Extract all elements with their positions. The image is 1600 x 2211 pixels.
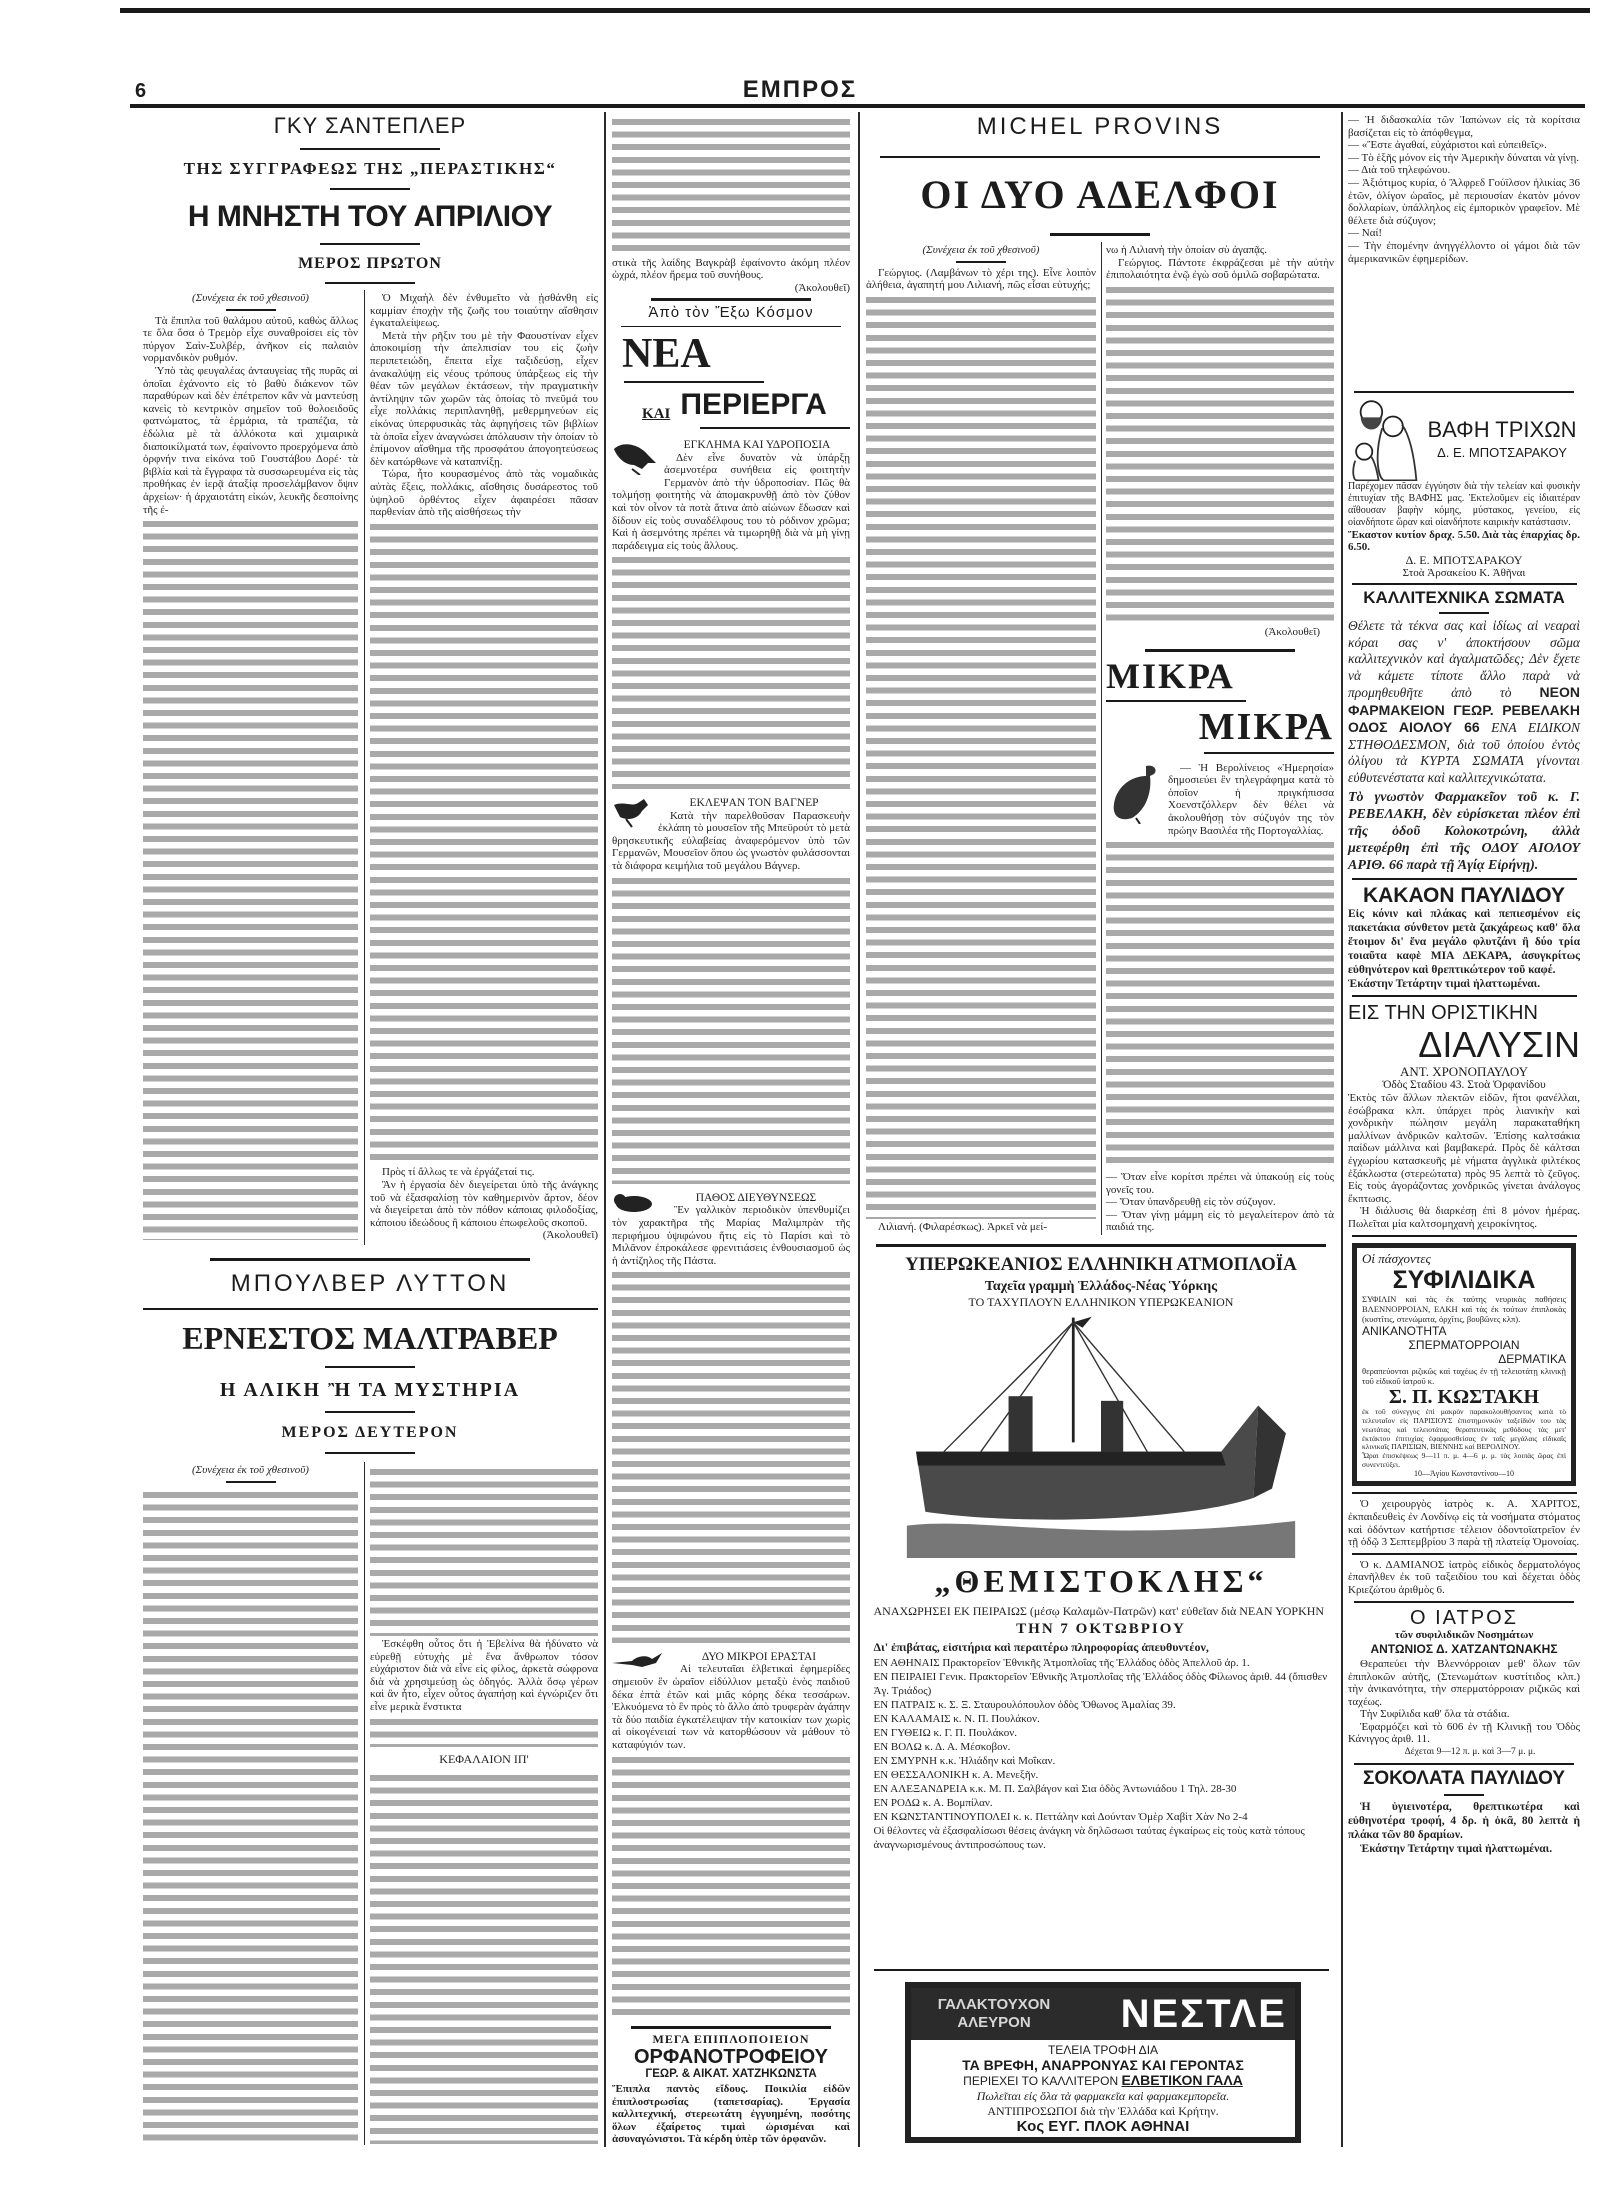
illegible-text-block bbox=[612, 116, 850, 255]
continued-note: (Συνέχεια ἐκ τοῦ χθεσινοῦ) bbox=[192, 292, 309, 304]
divider bbox=[210, 1258, 530, 1261]
list-item: — Ὅταν ὑπανδρευθῇ εἰς τὸν σύζυγον. bbox=[1106, 1196, 1276, 1209]
news-item bbox=[1106, 762, 1334, 838]
ad-paragraph: Τὴν Συφίλιδα καθ' ὅλα τὰ στάδια. bbox=[1360, 1708, 1510, 1721]
bird-icon bbox=[612, 439, 658, 475]
ad-note: Ἑκάστην Τετάρτην τιμαὶ ἠλαττωμέναι. bbox=[1360, 1842, 1553, 1855]
ad-line: ΑΝΤΙΠΡΟΣΩΠΟΙ διὰ τὴν Ἑλλάδα καὶ Κρήτην. bbox=[987, 2104, 1219, 2118]
continued-note: (Συνέχεια ἐκ τοῦ χθεσινοῦ) bbox=[192, 1464, 309, 1476]
dialogue-line: νω ἡ Λιλιανὴ τὴν ὁποίαν σὺ ἀγαπᾷς. bbox=[1106, 244, 1268, 256]
ad-title: ΣΟΚΟΛΑΤΑ ΠΑΥΛΙΔΟΥ bbox=[1363, 1767, 1565, 1789]
masthead-rule bbox=[130, 104, 1585, 108]
hair-dye-ad-header bbox=[1348, 397, 1580, 481]
ad-text bbox=[1348, 618, 1580, 786]
ad-text: Ἡ διάλυσις θὰ διαρκέσῃ ἐπὶ 8 μόνον ἡμέρας. Πωλεῖται μία καλτσομηχανὴ χειροκίνητος. bbox=[1348, 1205, 1580, 1231]
ad-text bbox=[1348, 1658, 1580, 1759]
divider bbox=[1354, 1601, 1574, 1603]
follows-note: (Ἀκολουθεῖ) bbox=[794, 281, 850, 294]
headline-text: Η ΜΝΗΣΤΗ ΤΟΥ ΑΠΡΙΛΙΟΥ bbox=[187, 200, 553, 233]
story-author: MICHEL PROVINS bbox=[976, 113, 1224, 140]
ad-address: 10—Ἁγίου Κωνσταντίνου—10 bbox=[1413, 1468, 1515, 1478]
ad-price: Ἕκαστον κυτίον δραχ. 5.50. Διὰ τὰς ἐπαρχίας δρ. 6.50. bbox=[1348, 528, 1580, 554]
quote-list bbox=[1106, 1171, 1334, 1234]
ad-title: ΚΑΛΛΙΤΕΧΝΙΚΑ ΣΩΜΑΤΑ bbox=[1363, 588, 1565, 608]
ad-line: ΠΕΡΙΕΧΕΙ ΤΟ ΚΑΛΛΙΤΕΡΟΝ bbox=[963, 2074, 1119, 2088]
ad-title: ΚΑΚΑΟΝ ΠΑΥΛΙΔΟΥ bbox=[1362, 884, 1566, 908]
story-ending bbox=[370, 1166, 598, 1242]
divider bbox=[1352, 1492, 1577, 1494]
agent-line: ΕΝ ΒΟΛΩ κ. Δ. Α. Μέσκοβον. bbox=[873, 1741, 1011, 1754]
paragraph: Ἐσκέφθη οὗτος ὅτι ἡ Ἐβελίνα θὰ ἠδύνατο νὰ εὑρεθῇ εὐτυχὴς μὲ ἕνα ἄνθρωπον τόσον εὐχάριστον διὰ νὰ εἶνε εἰς φίλος, ἀρκετὰ σώφρονα διὰ νὰ χρησιμεύσῃ ὡς ὁδηγός. Ἀλλὰ ὅσῳ γέρων καὶ ἂν ἦτο, εἶχεν οὗτος ἀγαπήσῃ καὶ ἐγνώριζεν ὅτι εἶνε μερικὰ ἔνστικτα bbox=[370, 1638, 598, 1713]
section-label: Ἀπὸ τὸν Ἔξω Κόσμον bbox=[648, 304, 814, 322]
divider bbox=[1352, 995, 1577, 997]
departure-text: ΑΝΑΧΩΡΗΣΕΙ ΕΚ ΠΕΙΡΑΙΩΣ (μέσῳ Καλαμῶν-Πατρῶν) κατ' εὐθεῖαν διὰ ΝΕΑΝ ΥΟΡΚΗΝ bbox=[873, 1603, 1325, 1618]
ad-line: Κος ΕΥΓ. ΠΛΟΚ ΑΘΗΝΑΙ bbox=[1016, 2118, 1190, 2135]
ad-title: ΥΠΕΡΩΚΕΑΝΙΟΣ ΕΛΛΗΝΙΚΗ ΑΤΜΟΠΛΟΪΑ bbox=[905, 1254, 1297, 1275]
closing-note: Οἱ θέλοντες νὰ ἐξασφαλίσωσι θέσεις ἀνάγκη νὰ δηλῶσωσι ταύτας ἐγκαίρως εἰς τοὺς κατὰ τόπους ἀναγνωρισμένους ἀντιπροσώπους των. bbox=[873, 1825, 1305, 1852]
section-title-nea: ΝΕΑ bbox=[622, 330, 711, 377]
divider bbox=[1352, 1553, 1577, 1555]
divider bbox=[624, 381, 764, 383]
news-heading: ΕΚΛΕΨΑΝ ΤΟΝ ΒΑΓΝΕΡ bbox=[689, 796, 819, 809]
top-border-rule bbox=[120, 8, 1590, 13]
illegible-text-block bbox=[370, 1466, 598, 1636]
ad-signature: Δ. Ε. ΜΠΟΤΣΑΡΑΚΟΥ bbox=[1405, 553, 1523, 568]
vulture-icon bbox=[1106, 762, 1162, 824]
agent-line: ΕΝ ΚΩΝΣΤΑΝΤΙΝΟΥΠΟΛΕΙ κ. κ. Πεττάλην καὶ Δούνταν Ὀμὲρ Χαβὶτ Χὰν Νο 2-4 bbox=[873, 1811, 1248, 1824]
ad-tagline: ΤΟ ΤΑΧΥΠΛΟΥΝ ΕΛΛΗΝΙΚΟΝ ΥΠΕΡΩΚΕΑΝΙΟΝ bbox=[968, 1295, 1234, 1310]
follows-note: (Ἀκολουθεῖ) bbox=[542, 1229, 598, 1242]
ad-subtitle: Ταχεῖα γραμμὴ Ἑλλάδος-Νέας Ὑόρκης bbox=[984, 1278, 1218, 1294]
ad-title: ΟΡΦΑΝΟΤΡΟΦΕΙΟΥ bbox=[634, 2046, 828, 2069]
story-author: ΓΚΥ ΣΑΝΤΕΠΛΕΡ bbox=[273, 113, 467, 138]
list-item: — Ὅταν γίνῃ μάμμη εἰς τὸ μεγαλείτερον ἀπὸ τὰ παιδιά της. bbox=[1106, 1208, 1334, 1234]
agent-line: ΕΝ ΣΜΥΡΝΗ κ.κ. Ἠλιάδην καὶ Μοΐκαν. bbox=[873, 1755, 1056, 1768]
divider bbox=[325, 282, 415, 284]
story-part: ΜΕΡΟΣ ΠΡΩΤΟΝ bbox=[298, 254, 442, 272]
dialogue-line: Λιλιανή. (Φιλαρέσκως). Ἀρκεῖ νὰ μεί- bbox=[878, 1221, 1048, 1234]
nestle-ad bbox=[905, 1982, 1301, 2143]
info-text: Δι' ἐπιβάτας, εἰσιτήρια καὶ περαιτέρω πληροφορίας ἀπευθυντέον, bbox=[873, 1640, 1209, 1655]
paragraph: Τὰ ἔπιπλα τοῦ θαλάμου αὐτοῦ, καθὼς ἄλλως τε ὅλα ὅσα ὁ Τρεμὸρ εἶχε συναθροίσει εἰς τὸν πύργον Σαὶν-Συλβέρ, ἀνῆκον εἰς παλαιὸν νορμανδικὸν ρυθμόν. bbox=[143, 314, 358, 365]
ad-text-body: ΕΝΑ ΕΙΔΙΚΟΝ ΣΤΗΘΟΔΕΣΜΟΝ, διὰ τοῦ ὁποίου ἐντὸς ὀλίγου τὰ ΚΥΡΤΑ ΣΩΜΑΤΑ γίνονται εὐθυτενέστατα καὶ καλλιτεχνικώτατα. bbox=[1348, 720, 1581, 785]
pharmacy-name: ΝΕΟΝ ΦΑΡΜΑΚΕΙΟΝ ΓΕΩΡ. ΡΕΒΕΛΑΚΗ ΟΔΟΣ ΑΙΟΛΟΥ 66 bbox=[1348, 684, 1580, 736]
paragraph: Τώρα, ἦτο κουρασμένος ἀπὸ τὰς νομαδικὰς αὐτὰς ἕξεις, πολλάκις, αἴσθησις δυσάρεστος τοῦ ὑψηλοῦ ὀρθέντος εἶχεν ἀφαιρέσει πᾶσαν παρθενίαν ἀπὸ τῆς αἰσθήσεως τὴν bbox=[370, 468, 598, 519]
ad-text-intro: Θέλετε τὰ τέκνα σας καὶ ἰδίως αἱ νεαραὶ κόραι σας ν' ἀποκτήσουν σῶμα καλλιτεχνικὸν καὶ ἀγαλματῶδες; Δὲν ἔχετε νὰ κάμετε τίποτε ἄλλο παρὰ νὰ προμηθευθῆτε ἀπὸ τὸ bbox=[1348, 618, 1580, 701]
steamship-ad bbox=[866, 1240, 1336, 1975]
ad-owner: ΑΝΤ. ΧΡΟΝΟΠΑΥΛΟΥ bbox=[1399, 1064, 1529, 1080]
ad-title: Ο ΙΑΤΡΟΣ bbox=[1409, 1606, 1518, 1629]
story-text bbox=[143, 315, 358, 517]
news-text: Δὲν εἶνε δυνατὸν νὰ ὑπάρξῃ ἀσεμνοτέρα συνήθεια εἰς φοιτητὴν Γερμανὸν ἀπὸ τὴν ὑδροποσίαν. Πῶς θὰ τολμήσῃ φοιτητὴς νὰ ἀπομακρυνθῇ ἀπὸ τὸν ζύθον καὶ τὸν οἶνον τὰ ποτὰ ἅτινα ἀπὸ αἰώνων ἔδωσαν καὶ δίδουν εἰς τοὺς συναδέλφους του τὸ ρόδινον χρῶμα; Καὶ ἡ ἀσεμνότης πρέπει νὰ τιμωρηθῇ διὰ νὰ μὴ γίνῃ παράδειγμα εἰς τοὺς ἄλλους. bbox=[612, 451, 850, 552]
news-item bbox=[612, 797, 850, 873]
lizard-icon bbox=[612, 1651, 662, 1671]
page-number: 6 bbox=[135, 80, 147, 102]
news-heading: ΠΑΘΟΣ ΔΙΕΥΘΥΝΣΕΩΣ bbox=[695, 1191, 817, 1204]
illegible-text-block bbox=[1106, 284, 1334, 624]
column-divider bbox=[364, 290, 365, 1245]
doctor-name: Σ. Π. ΚΩΣΤΑΚΗ bbox=[1388, 1386, 1540, 1409]
column-divider bbox=[1341, 112, 1343, 2147]
ad-address: Ὁδὸς Σταδίου 43. Στοὰ Ὀρφανίδου bbox=[1382, 1079, 1546, 1092]
ad-text: Εἰς κόνιν καὶ πλάκας καὶ πεπιεσμένον εἰς πακετάκια σύνθετον μετὰ ζακχάρεως καθ' ὅλα ἕτοιμον δι' ἕνα μεγάλο φλυτζάνι ἢ δύο τρία τοιαῦτα καφὲ ΜΙΑ ΔΕΚΑΡΑ, ἀσυγκρίτως εὐθηνότερον καὶ θρεπτικώτερον τοῦ καφέ. bbox=[1348, 908, 1580, 977]
agent-line: ΕΝ ΓΥΘΕΙΩ κ. Γ. Π. Πουλάκον. bbox=[873, 1727, 1018, 1740]
news-heading: ΕΓΚΛΗΜΑ ΚΑΙ ΥΔΡΟΠΟΣΙΑ bbox=[683, 438, 831, 451]
story-column-1b bbox=[143, 1464, 358, 2146]
ad-text-block bbox=[911, 2040, 1295, 2137]
ad-line: ΤΕΛΕΙΑ ΤΡΟΦΗ ΔΙΑ bbox=[1047, 2043, 1159, 2057]
ad-line: Πωλεῖται εἰς ὅλα τὰ φαρμακεῖα καὶ φαρμακεμπορεῖα. bbox=[976, 2089, 1230, 2103]
crow-icon bbox=[612, 797, 652, 829]
divider bbox=[1352, 583, 1577, 585]
divider bbox=[1354, 1763, 1574, 1765]
family-portrait-illustration bbox=[1348, 397, 1420, 481]
divider bbox=[1352, 878, 1577, 880]
section-title: ΜΙΚΡΑ bbox=[1198, 705, 1334, 748]
list-item: — Τὸ ἑξῆς μόνον εἰς τὴν Ἀμερικὴν δύναται νὰ γίνῃ. bbox=[1348, 151, 1580, 164]
surgeon-notice: Ὁ χειρουργὸς ἰατρὸς κ. Α. ΧΑΡΙΤΟΣ, ἐκπαιδευθεὶς ἐν Λονδίνῳ εἰς τὰ νοσήματα στόματος καὶ ὀδόντων κατήρτισε τέλειον ὀδοντοϊατρεῖον ἐν τῇ ὁδῷ 3 Σεπτεμβρίου 3 παρὰ τῇ πλατείᾳ Ὁμονοίας. bbox=[1348, 1498, 1580, 1549]
divider bbox=[621, 326, 841, 327]
divider bbox=[700, 427, 850, 429]
story-continuation: στικὰ τῆς λαίδης Βαγκρὰβ ἐφαίνοντο ἀκόμη πλέον ὠχρά, πλέον ἤρεμα τοῦ συνήθους. bbox=[612, 256, 850, 282]
ad-title: ΕΙΣ ΤΗΝ ΟΡΙΣΤΙΚΗΝ bbox=[1348, 1002, 1538, 1025]
illegible-text-block bbox=[1106, 839, 1334, 1169]
syphilis-ad bbox=[1352, 1243, 1576, 1487]
serial-story-mnisti-header bbox=[140, 114, 600, 288]
section-title-row bbox=[612, 387, 850, 423]
ad-text: Ἐκτὸς τῶν ἄλλων πλεκτῶν εἰδῶν, ἤτοι φανέλλαι, ἐσώβρακα κλπ. ὑπάρχει πρὸς λιανικὴν καὶ χονδρικὴν πώλησιν μεγάλη παρακαταθήκη μαλλίνων ἀνδρικῶν καλτσῶν. Ἐπίσης καλτσάκια παίδων μάλλινα καὶ βαμβακερά. Πρὸς δὲ κάλτσαι ἐγχωρίου κατασκευῆς μὲ νήματα ἀγγλικὰ φιλτέκος ἐξάκλωστα (στερεώτατα) πρὸς 95 λεπτὰ τὸ ζεῦγος. Εἰς τοὺς ἀγοράζοντας χονδρικῶς γίνεται ἀνάλογος ἔκπτωσις. bbox=[1348, 1092, 1580, 1205]
ad-title: ΒΑΦΗ ΤΡΙΧΩΝ bbox=[1427, 416, 1577, 442]
list-item: — Τὴν ἐπομένην ἀνηγγέλλοντο οἱ γάμοι διὰ τῶν ἀμερικανικῶν ἐφημερίδων. bbox=[1348, 239, 1580, 265]
ad-line: ΔΕΡΜΑΤΙΚΑ bbox=[1498, 1352, 1566, 1367]
ad-line-emphasis: ΕΛΒΕΤΙΚΟΝ ΓΑΛΑ bbox=[1121, 2072, 1243, 2088]
ad-title: ΣΥΦΙΛΙΔΙΚΑ bbox=[1392, 1265, 1536, 1294]
ad-paragraph: Θεραπεύει τὴν Βλεννόρροιαν μεθ' ὅλων τῶν ἐπιπλοκῶν αὐτῆς, (Στενωμάτων κυστίτιδος κλπ.) τὴν ἀνικανότητα, τὴν σπερματόρροιαν ριζικῶς καὶ ταχέως. bbox=[1348, 1657, 1580, 1708]
story-subtitle: Η ΑΛΙΚΗ Ἢ ΤΑ ΜΥΣΤΗΡΙΑ bbox=[219, 1378, 521, 1401]
ad-owners: ΓΕΩΡ. & ΑΙΚΑΤ. ΧΑΤΖΗΚΩΝΣΤΑ bbox=[645, 2068, 817, 2081]
news-column bbox=[612, 114, 850, 2146]
divider bbox=[1444, 1794, 1484, 1796]
anecdote-list bbox=[1348, 114, 1580, 265]
damianos-notice: Ὁ κ. ΔΑΜΙΑΝΟΣ ἰατρὸς εἰδικὸς δερματολόγος ἐπανῆλθεν ἐκ τοῦ ταξειδίου του καὶ δέχεται ὁδὸς Κριεζώτου ἀριθμὸς 6. bbox=[1348, 1558, 1580, 1597]
ad-line: ΣΠΕΡΜΑΤΟΡΡΟΙΑΝ bbox=[1408, 1338, 1520, 1353]
illegible-text-block bbox=[143, 1489, 358, 2144]
divider bbox=[226, 309, 276, 311]
ad-note: Ἑκάστην Τετάρτην τιμαὶ ἠλαττωμέναι. bbox=[1348, 978, 1541, 991]
ad-line: ΤΑ ΒΡΕΦΗ, ΑΝΑΡΡΟΝΥΑΣ ΚΑΙ ΓΕΡΟΝΤΑΣ bbox=[962, 2057, 1244, 2073]
story-part: ΜΕΡΟΣ ΔΕΥΤΕΡΟΝ bbox=[281, 1423, 459, 1441]
news-text: Ἓν γαλλικὸν περιοδικὸν ὑπενθυμίζει τὸν χαρακτῆρα τῆς Μαρίας Μαλιμπρὰν τῆς περιφήμου ὑψιφώνου ἥτις εἰς τὸ Παρίσι καὶ τὸ Μιλᾶνον ἐπροκάλεσε φρενιτιάσεις ἐνθουσιασμοῦ ὡς ἡ ἀντίζηλος τῆς Πάστα. bbox=[612, 1204, 850, 1267]
divider bbox=[300, 148, 440, 150]
illegible-text-block bbox=[143, 518, 358, 1240]
ad-line: ΑΝΙΚΑΝΟΤΗΤΑ bbox=[1362, 1324, 1447, 1339]
news-item bbox=[612, 439, 850, 552]
news-text: Κατὰ τὴν παρελθοῦσαν Παρασκευὴν ἐκλάπη τὸ μουσεῖον τῆς Μπεϋρούτ τὸ μετὰ θρησκευτικῆς εὐλαβείας ἀναφερόμενον ὑπὸ τῶν Γερμανῶν, Μουσεῖον ὅπου ὡς γνωστὸν φυλάσσονται τὰ διάφορα κειμήλια τοῦ μεγάλου Βάγνερ. bbox=[612, 809, 850, 872]
illegible-text-block bbox=[866, 294, 1096, 1220]
agents-list bbox=[874, 1656, 1329, 1852]
divider bbox=[1354, 391, 1574, 393]
agent-line: ΕΝ ΘΕΣΣΑΛΟΝΙΚΗ κ. Α. Μενεξῆν. bbox=[873, 1769, 1039, 1782]
story-column-1 bbox=[143, 292, 358, 1242]
ship-name: „ΘΕΜΙΣΤΟΚΛΗΣ“ bbox=[934, 1563, 1268, 1600]
agent-line: ΕΝ ΡΟΔΩ κ. Α. Βομπίλαν. bbox=[873, 1797, 993, 1810]
divider bbox=[1352, 1235, 1577, 1237]
paragraph: Ὁ Μιχαὴλ δὲν ἐνθυμεῖτο νὰ ᾐσθάνθη εἰς καμμίαν ἐποχὴν τῆς ζωῆς του τοιαύτην αἴσθησιν ἐγκαταλείψεως. bbox=[370, 292, 598, 330]
news-text: Αἱ τελευταῖαι ἑλβετικαὶ ἐφημερίδες σημειοῦν ἓν ὡραῖον εἰδύλλιον μεταξὺ ἑνὸς παιδιοῦ δέκα ἑπτὰ ἐτῶν καὶ μιᾶς κόρης δέκα τεσσάρων. Ἑλκυόμενα τὸ ἓν πρὸς τὸ ἄλλο ἀπὸ τρυφερὰν ἀγάπην τὰ δύο παιδία ἐγκατέλειψαν τὴν κατοικίαν των χωρὶς αἱ οἰκογένειαί των νὰ κατορθώσουν νὰ μάθουν τὸ καταφύγιόν των. bbox=[612, 1663, 850, 1751]
list-item: — «Ἔστε ἀγαθαί, εὐχάριστοι καὶ εὐπειθεῖς». bbox=[1348, 139, 1547, 152]
divider bbox=[1145, 649, 1295, 652]
illegible-text-block bbox=[612, 875, 850, 1184]
hair-dye-titles bbox=[1424, 418, 1580, 460]
news-text: — Ἡ Βερολίνειος «Ἡμερησία» δημοσιεύει ἓν τηλεγράφημα κατὰ τὸ ὁποῖον ἡ πριγκήπισσα Χοενστζόλλερν δὲν θέλει νὰ ἀκολουθήσῃ τὸν σύζυγόν της τὸν πρώην Βασιλέα τῆς Πορτογαλλίας. bbox=[1168, 761, 1334, 837]
ad-header-band bbox=[911, 1988, 1295, 2040]
ad-notice: Τὸ γνωστὸν Φαρμακεῖον τοῦ κ. Γ. ΡΕΒΕΛΑΚΗ, δὲν εὑρίσκεται πλέον ἐπὶ τῆς ὁδοῦ Κολοκοτρώνη, ἀλλὰ μετεφέρθη ἐπὶ τῆς ΟΔΟΥ ΑΙΟΛΟΥ ΑΡΙΘ. 66 παρὰ τῇ Ἁγίᾳ Εἰρήνῃ). bbox=[1348, 790, 1580, 874]
ad-brand: ΝΕΣΤΛΕ bbox=[1120, 1992, 1287, 2036]
serial-story-maltravers-header bbox=[140, 1254, 600, 1458]
agent-line: ΕΝ ΠΑΤΡΑΙΣ κ. Σ. Ξ. Σταυρουλόπουλον ὁδὸς Ὄθωνος Ἀμαλίας 39. bbox=[873, 1699, 1176, 1712]
ad-label: ΜΕΓΑ ΕΠΙΠΛΟΠΟΙΕΙΟΝ bbox=[652, 2032, 810, 2047]
column-divider bbox=[1101, 242, 1102, 1235]
story-author: ΜΠΟΥΛΒΕΡ ΛΥΤΤΟΝ bbox=[230, 1270, 510, 1298]
column-divider bbox=[858, 112, 860, 2147]
paragraph: Πρὸς τί ἄλλως τε νὰ ἐργάζεταί τις. bbox=[382, 1166, 535, 1179]
headline-text: ΕΡΝΕΣΤΟΣ ΜΑΛΤΡΑΒΕΡ bbox=[182, 1319, 558, 1356]
list-item: — Ἡ διδασκαλία τῶν Ἰαπώνων εἰς τὰ κορίτσια βασίζεται εἰς τὸ ἀπόφθεγμα, bbox=[1348, 114, 1580, 139]
story-column-2 bbox=[370, 292, 598, 1242]
dialogue-text bbox=[1106, 244, 1334, 282]
ad-subtitle: τῶν συφιλιδικῶν Νοσημάτων bbox=[1394, 1628, 1534, 1641]
dialogue-text bbox=[866, 1221, 1096, 1234]
divider bbox=[325, 1366, 415, 1368]
paragraph: Μετὰ τὴν ρῆξιν του μὲ τὴν Φαουστίναν εἶχεν ἀποκοιμίσῃ τὴν ἀπελπισίαν του εἰς ζωὴν περιπετειώδη, ἔπειτα εἶχε ταξιδεύσῃ, εἶχεν ἀνακαλύψῃ εἰς νέους τρόπους ὑπάρξεως εἰς τὴν θέαν τῶν μεγάλων ἐκτάσεων, τὴν πραγματικὴν ἀντίληψιν τῶν χωρῶν τὰς ὁποίας τὸ πνεῦμά του εἶχε πολλάκις περιπλανηθῇ, μεθερμηνεύων εἰς εἰκόνας ὑπερφυσικὰς τὰς ἀφηγήσεις τῶν βιβλίων τὰ ὁποῖα εἶχεν ἀναγνώσει ἀπόλαυσιν τὴν ὁποίαν τὸ ἐπίμονον αἴσθημα τῆς προσφάτου ἀπογοητεύσεως δὲν κατώρθωνε νὰ καταπνίξῃ. bbox=[370, 329, 598, 468]
story-column-2b bbox=[370, 1464, 598, 2146]
agent-line: ΕΝ ΠΕΙΡΑΙΕΙ Γενικ. Πρακτορεῖον Ἐθνικῆς Ἀτμοπλοΐας τῆς Ἑλλάδος ὁδὸς Φίλωνος ἀριθ. 44 (ὄπισθεν Ἁγ. Τριάδος) bbox=[873, 1671, 1328, 1698]
animal-icon bbox=[612, 1192, 656, 1214]
ad-text: ΣΥΦΙΛΙΝ καὶ τὰς ἐκ ταύτης νευρικὰς παθήσεις ΒΛΕΝΝΟΡΡΟΙΑΝ, ΕΛΚΗ καὶ τὰς ἐκ τούτων ἐπιπλοκὰς (κυστῖτις, στενώματα, ὀρχῖτις, βουβῶνες κλπ). bbox=[1362, 1294, 1566, 1325]
ad-text: θεραπεύονται ριζικῶς καὶ ταχέως ἐν τῇ τελειοτάτῃ κλινικῇ τοῦ εἰδικοῦ ἰατροῦ κ. bbox=[1362, 1366, 1566, 1387]
divider bbox=[631, 2026, 831, 2029]
divider bbox=[876, 1244, 1326, 1247]
story-text bbox=[370, 292, 598, 519]
illegible-text-block bbox=[612, 1754, 850, 2021]
dialogue-line: Γεώργιος. Πάντοτε ἐκφράζεσαι μὲ τὴν αὐτὴν ἐπιπολαιότητα ἐνῷ ἐγὼ σοῦ ὁμιλῶ σοβαρώτατα. bbox=[1106, 256, 1334, 282]
serial-story-adelfoi-col5-mikra bbox=[1106, 244, 1334, 1234]
serial-story-adelfoi-header bbox=[865, 114, 1335, 240]
column-divider bbox=[364, 1462, 365, 2145]
steamship-illustration bbox=[891, 1313, 1311, 1558]
agent-line: ΕΝ ΑΘΗΝΑΙΣ Πρακτορεῖον Ἐθνικῆς Ἀτμοπλοΐας τῆς Ἑλλάδος ὁδὸς Ἀπελλοῦ ἀρ. 1. bbox=[873, 1657, 1250, 1670]
list-item: — Ὅταν εἶνε κορίτσι πρέπει νὰ ὑπακούῃ εἰς τοὺς γονεῖς του. bbox=[1106, 1171, 1334, 1196]
divider bbox=[874, 1969, 1329, 1971]
ad-text: Παρέχομεν πᾶσαν ἐγγύησιν διὰ τὴν τελείαν καὶ φυσικὴν ἐπιτυχίαν τῆς ΒΑΦΗΣ μας. Ἐκτελοῦμεν εἰς ἰδιαιτέραν αἴθουσαν βαφὴν κόμης, μύστακος, γενείου, εἰς οἱανδήποτε ὥραν καὶ οἱανδήποτε καιρικὴν κατάστασιν. bbox=[1348, 480, 1580, 528]
divider bbox=[1050, 233, 1150, 236]
news-item bbox=[612, 1651, 850, 1752]
headline-text: ΟΙ ΔΥΟ ΑΔΕΛΦΟΙ bbox=[920, 172, 1280, 218]
illegible-text-block bbox=[370, 521, 598, 1165]
divider bbox=[325, 1411, 415, 1413]
news-heading: ΔΥΟ ΜΙΚΡΟΙ ΕΡΑΣΤΑΙ bbox=[701, 1650, 817, 1663]
illegible-text-block bbox=[612, 1269, 850, 1642]
divider bbox=[1204, 752, 1334, 754]
illegible-text-block bbox=[612, 554, 850, 789]
ad-intro: Οἱ πάσχοντες bbox=[1362, 1250, 1431, 1266]
office-hours: Δέχεται 9—12 π. μ. καὶ 3—7 μ. μ. bbox=[1404, 1747, 1536, 1758]
departure-date: ΤΗΝ 7 ΟΚΤΩΒΡΙΟΥ bbox=[1016, 1620, 1186, 1637]
divider bbox=[320, 243, 420, 245]
ad-text: ἐκ τοῦ σύνεγγυς ἐπὶ μακρὸν παρακολουθήσαντος κατὰ τὸ τελευταῖον εἰς ΠΑΡΙΣΙΟΥΣ ἐπιστημονικὸν ταξείδιόν του τὰς νεωτάτας καὶ τελειοτάτας θεραπευτικὰς μεθόδους τὰς μετ' ἐκτάκτου ἐπιτυχίας ἐφαρμοσθείσας ἐν ταῖς μεγάλαις εἰδικαῖς κλινικαῖς ΠΑΡΙΣΙΩΝ, ΒΙΕΝΝΗΣ καὶ ΒΕΡΟΛΙΝΟΥ. bbox=[1362, 1407, 1566, 1452]
divider bbox=[651, 298, 811, 301]
divider bbox=[143, 1308, 598, 1310]
story-paragraph bbox=[370, 1638, 598, 1714]
divider bbox=[956, 261, 1006, 263]
agent-line: ΕΝ ΑΛΕΞΑΝΔΡΕΙΑ κ.κ. Μ. Π. Σαλβάγον καὶ Σια ὁδὸς Ἀντωνιάδου 1 Τηλ. 28-30 bbox=[873, 1783, 1237, 1796]
paragraph: Ἂν ἡ ἐργασία δὲν διεγείρεται ὑπὸ τῆς ἀνάγκης τοῦ νὰ ἐξασφαλίσῃ τὸν καθημερινὸν ἄρτον, δέον νὰ διεγείρεται ἀπὸ τὸν πόθον κάποιας φιλοδοξίας, κάποιου ἰδεώδους ἢ κάποιου ἐπωφελοῦς σκοποῦ. bbox=[370, 1179, 598, 1229]
paragraph: Ὑπὸ τὰς φευγαλέας ἀνταυγείας τῆς πυρᾶς αἱ ὁποῖαι ἐχάνοντο εἰς τὸ βαθὺ διάκενον τῶν παραθύρων καὶ δὲν ἐπέτρεπον κἂν νὰ μαντεύσῃ κανεὶς τὸ κεντρικὸν σημεῖον τοῦ θολοειδοῦς φατνώματος, τὰ ἑρμάρια, τὰ τραπέζια, τὰ ἑδώλια μὲ τὰ ἀλλόκοτα καὶ χιμαιρικὰ διαποικίλματά των, ἐφαίνοντο προερχόμενα ἀπὸ ὀρφνήν τινα εἰκόνα τοῦ Γουστάβου Δορέ· τὰ βιβλία καὶ τὰ ἔγγραφα τὰ συσσωρευμένα εἰς τὰς προθήκας ἐν ἱερᾷ ἀταξίᾳ προσελάμβανον ὄψιν ἀρχείων· ἡ ἀρχαιοτάτη εἰκών, λευκῆς δεσποίνης τῆς ἐ- bbox=[143, 364, 358, 516]
dialogue-line: Γεώργιος. (Λαμβάνων τὸ χέρι της). Εἶνε λοιπὸν ἀλήθεια, ἀγαπητή μου Λιλιανή, πῶς εἶσαι εὐτυχής; bbox=[866, 266, 1096, 292]
ad-brand: Δ. Ε. ΜΠΟΤΣΑΡΑΚΟΥ bbox=[1437, 444, 1567, 460]
doctor-name: ΑΝΤΩΝΙΟΣ Δ. ΧΑΤΖΑΝΤΩΝΑΚΗΣ bbox=[1370, 1641, 1558, 1656]
illegible-text-block bbox=[370, 1716, 598, 1748]
news-item bbox=[612, 1192, 850, 1268]
ad-text: Ἡ ὑγιεινοτέρα, θρεπτικωτέρα καὶ εὐθηνοτέρα τροφή, 4 δρ. ἡ ὀκᾶ, 80 λεπτὰ ἡ πλάκα τῶν 80 δραμίων. bbox=[1348, 1800, 1580, 1841]
list-item: — Διὰ τοῦ τηλεφώνου. bbox=[1348, 164, 1451, 177]
list-item: — Ἀξιότιμος κυρία, ὁ Ἄλφρεδ Γούϊλσον ἡλικίας 36 ἐτῶν, ὀλίγον ὡραῖος, μὲ περιουσίαν ἑκατὸν μόνον δολλαρίων, ὑπάλληλος εἰς ἐμπορικὸν γραφεῖον. Μὲ θέλετε διὰ σύζυγον; bbox=[1348, 176, 1580, 227]
divider bbox=[1106, 700, 1246, 702]
ad-text: Ἔπιπλα παντὸς εἴδους. Ποικιλία εἰδῶν ἐπιπλοστρωσίας (ταπετσαρίας). Ἐργασία καλλιτεχνική, στερεωτάτη ἐγγυημένη, ποσότης ὅλων ἐξαίρετος τιμαὶ ὡρισμέναι καὶ ἀσυναγώνιστοι. Τὰ κέρδη ὑπὲρ τῶν ὀρφανῶν. bbox=[612, 2083, 850, 2146]
right-column bbox=[1348, 114, 1580, 2154]
section-title-periergа: ΠΕΡΙΕΡΓΑ bbox=[680, 387, 827, 421]
ad-paragraph: Ἐφαρμόζει καὶ τὸ 606 ἐν τῇ Κλινικῇ του Ὁδὸς Κάνιγγος ἀριθ. 11. bbox=[1348, 1720, 1580, 1746]
ad-left-label: ΓΑΛΑΚΤΟΥΧΟΝ ΑΛΕΥΡΟΝ bbox=[937, 1996, 1051, 2031]
follows-note: (Ἀκολουθεῖ) bbox=[1264, 625, 1320, 638]
list-item: — Ναί! bbox=[1348, 227, 1383, 240]
divider bbox=[1439, 612, 1489, 614]
ad-address: Στοὰ Ἀρσακείου Κ. Ἀθῆναι bbox=[1402, 567, 1526, 580]
divider bbox=[226, 1481, 276, 1483]
masthead-title: ΕΜΠΡΟΣ bbox=[742, 76, 858, 103]
ad-title: ΔΙΑΛΥΣΙΝ bbox=[1418, 1024, 1580, 1066]
continued-note: (Συνέχεια ἐκ τοῦ χθεσινοῦ) bbox=[922, 244, 1040, 256]
section-title: ΜΙΚΡΑ bbox=[1106, 655, 1235, 696]
divider bbox=[880, 156, 1320, 158]
column-divider bbox=[604, 112, 606, 2147]
chapter-heading: ΚΕΦΑΛΑΙΟΝ ΙΠ' bbox=[439, 1752, 529, 1767]
divider bbox=[330, 188, 410, 190]
divider bbox=[325, 1452, 415, 1454]
agent-line: ΕΝ ΚΑΛΑΜΑΙΣ κ. Ν. Π. Πουλάκον. bbox=[873, 1713, 1040, 1726]
illegible-text-block bbox=[370, 1772, 598, 2144]
story-subtitle: ΤΗΣ ΣΥΓΓΡΑΦΕΩΣ ΤΗΣ „ΠΕΡΑΣΤΙΚΗΣ“ bbox=[183, 158, 557, 178]
dialogue-text bbox=[866, 267, 1096, 292]
section-title-and: ΚΑΙ bbox=[642, 405, 671, 422]
serial-story-adelfoi-col4 bbox=[866, 244, 1096, 1234]
office-hours: Ὧραι ἐπισκέψεως 9—11 π. μ. 4—6 μ. μ. τὰς λοιπὰς ὥρας ἐπὶ συνεντεύξει. bbox=[1362, 1451, 1566, 1469]
